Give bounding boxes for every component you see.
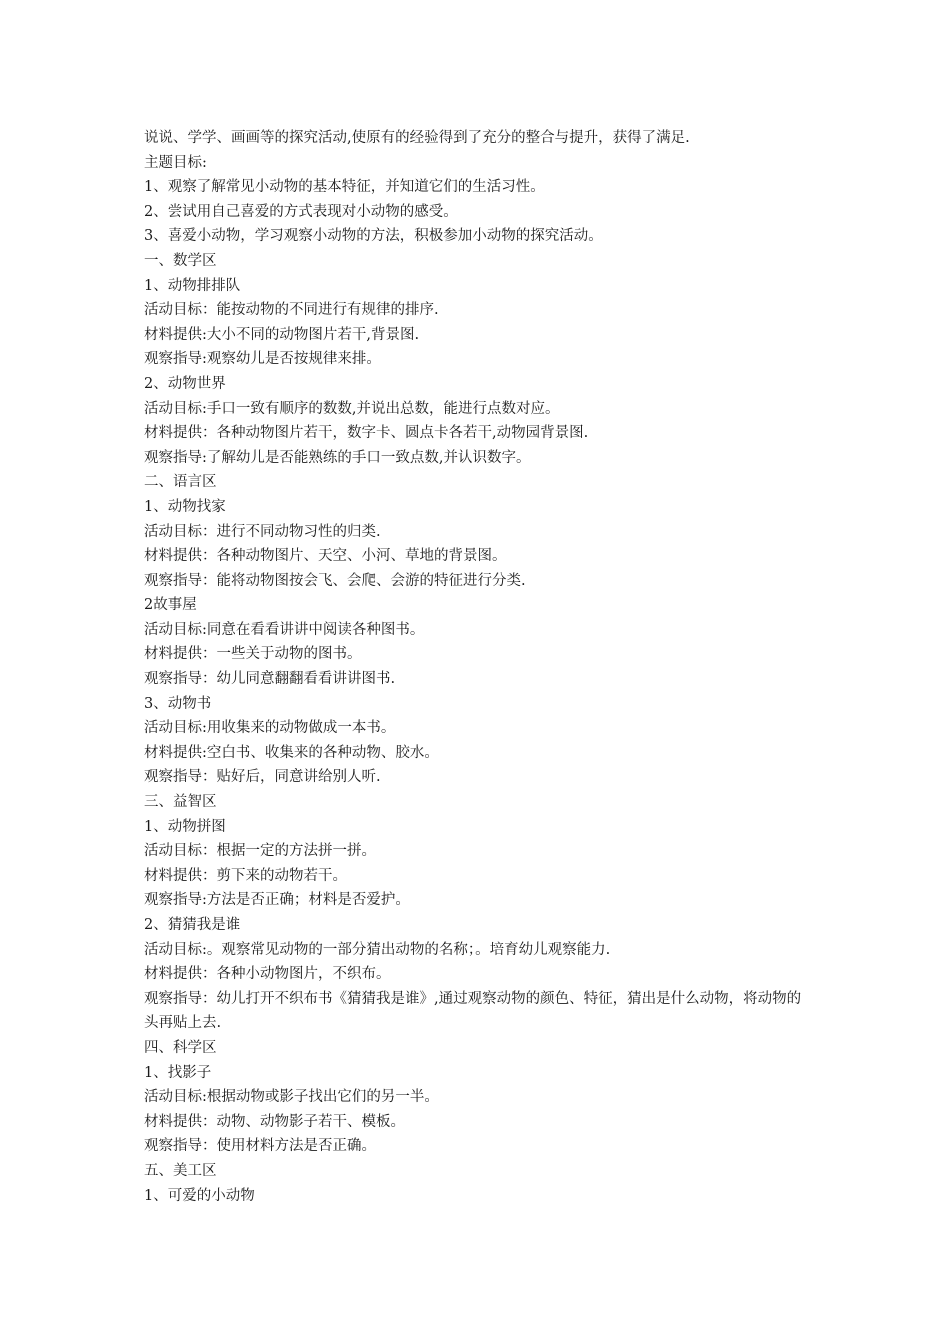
text-line: 观察指导：幼儿同意翻翻看看讲讲图书.	[144, 671, 396, 688]
text-line: 活动目标:。观察常见动物的一部分猜出动物的名称；。培育幼儿观察能力.	[144, 941, 611, 958]
section-heading: 主题目标:	[144, 154, 207, 171]
text-line: 观察指导：贴好后，同意讲给别人听.	[144, 769, 381, 786]
section-heading: 四、科学区	[144, 1039, 217, 1056]
text-line: 材料提供：各种小动物图片，不织布。	[144, 966, 391, 983]
section-heading: 二、语言区	[144, 474, 217, 491]
activity-title: 2、猜猜我是谁	[144, 917, 241, 933]
text-line: 材料提供：动物、动物影子若干、模板。	[144, 1113, 405, 1130]
activity-title: 2、动物世界	[144, 375, 226, 392]
section-heading: 一、数学区	[144, 252, 217, 269]
section-heading: 五、美工区	[144, 1162, 217, 1179]
text-line: 活动目标：能按动物的不同进行有规律的排序.	[144, 302, 439, 319]
activity-title: 2故事屋	[144, 597, 197, 614]
text-line: 观察指导：使用材料方法是否正确。	[144, 1138, 376, 1155]
text-line: 材料提供：一些关于动物的图书。	[144, 646, 362, 663]
section-heading: 三、益智区	[144, 794, 217, 811]
document-body	[144, 126, 814, 1208]
text-line: 观察指导:观察幼儿是否按规律来排。	[144, 351, 381, 368]
text-line: 说说、学学、画画等的探究活动,使原有的经验得到了充分的整合与提升，获得了满足.	[144, 130, 690, 146]
text-line: 材料提供:空白书、收集来的各种动物、胶水。	[144, 744, 439, 761]
text-line: 活动目标:手口一致有顺序的数数,并说出总数，能进行点数对应。	[144, 400, 560, 417]
text-line: 活动目标:用收集来的动物做成一本书。	[144, 720, 396, 737]
text-line: 活动目标:同意在看看讲讲中阅读各种图书。	[144, 621, 425, 638]
activity-title: 3、动物书	[144, 695, 212, 712]
text-line: 观察指导:方法是否正确；材料是否爱护。	[144, 892, 410, 909]
text-line: 2、尝试用自己喜爱的方式表现对小动物的感受。	[144, 203, 458, 220]
activity-title: 1、动物排排队	[144, 277, 241, 294]
text-line: 活动目标：根据一定的方法拼一拼。	[144, 843, 376, 860]
activity-title: 1、动物找家	[144, 498, 226, 515]
activity-title: 1、找影子	[144, 1064, 212, 1081]
text-line: 3、喜爱小动物，学习观察小动物的方法，积极参加小动物的探究活动。	[144, 228, 603, 245]
text-line: 观察指导:了解幼儿是否能熟练的手口一致点数,并认识数字。	[144, 449, 531, 466]
text-line: 材料提供：剪下来的动物若干。	[144, 867, 347, 884]
text-line: 观察指导：幼儿打开不织布书《猜猜我是谁》,通过观察动物的颜色、特征，猜出是什么动物，将动物的头再贴上去.	[144, 990, 802, 1032]
text-line: 活动目标:根据动物或影子找出它们的另一半。	[144, 1089, 439, 1106]
text-line: 观察指导：能将动物图按会飞、会爬、会游的特征进行分类.	[144, 572, 526, 589]
activity-title: 1、动物拼图	[144, 818, 226, 835]
text-line: 活动目标：进行不同动物习性的归类.	[144, 523, 381, 540]
activity-title: 1、可爱的小动物	[144, 1187, 255, 1204]
text-line: 材料提供：各种动物图片、天空、小河、草地的背景图。	[144, 548, 507, 565]
text-line: 材料提供：各种动物图片若干，数字卡、圆点卡各若干,动物园背景图.	[144, 425, 589, 442]
text-line: 1、观察了解常见小动物的基本特征，并知道它们的生活习性。	[144, 179, 545, 196]
text-line: 材料提供:大小不同的动物图片若干,背景图.	[144, 326, 420, 343]
